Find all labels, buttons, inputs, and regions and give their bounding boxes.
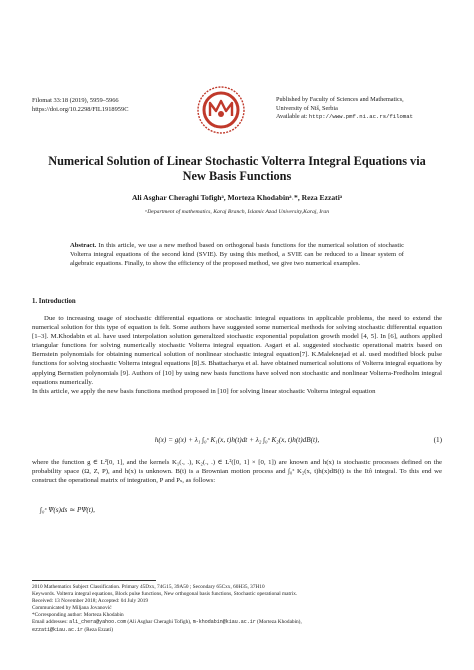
- footnotes: [32, 584, 452, 634]
- paragraph-3: where the function g ∈ L²[0, 1], and the kernels K₁(., .), K₂(., .) ∈ L²([0, 1] × [0, 1]) are known and h(x) is stochastic processes defined on the probability space (Ω, Z, P), and h(x) is unknown. B(t) is a Brownian motion process and ∫₀ˣ K₂(x, t)h(x)dB(t) is the Itô integral. To this end we construct the operational matrix of integration, P and Pₛ, as follows:: [32, 459, 442, 485]
- title-line-1: Numerical Solution of Linear Stochastic Volterra Integral Equations via: [48, 154, 426, 168]
- journal-header: [32, 96, 128, 114]
- email-name-1: (Ali Asghar Cheraghi Tofigh),: [126, 619, 193, 626]
- publisher-line-2: University of Niš, Serbia: [276, 104, 338, 112]
- email-link-3[interactable]: ezzati@kiau.ac.ir: [32, 626, 84, 633]
- journal-url-link[interactable]: http://www.pmf.ni.ac.rs/filomat: [308, 113, 413, 121]
- paragraph-2: In this article, we apply the new basis functions method proposed in [10] for solving linear stochastic Volterra integral equation: [32, 387, 376, 395]
- abstract-text: In this article, we use a new method based on orthogonal basis functions for the numerical solution of stochastic Volterra integral equations of the second kind (SVIE). By using this method, a SVIE can be reduced to a linear system of algebraic equations. Finally, to show the efficiency of the proposed method, we give two numerical examples.: [70, 242, 404, 268]
- paper-title: [30, 154, 444, 184]
- paragraph-3-block: [32, 458, 442, 485]
- journal-citation: Filomat 33:18 (2019), 5959–5966: [32, 97, 119, 104]
- keywords: Keywords. Volterra integral equations, Block pulse functions, New orthogonal basis functions, Stochastic operational matrix.: [32, 591, 298, 598]
- section-heading: 1. Introduction: [32, 298, 76, 305]
- email-link-1[interactable]: ali_chera@yahoo.com: [69, 619, 127, 626]
- email-addresses: [32, 619, 452, 626]
- equation-2: [40, 505, 260, 514]
- email-link-2[interactable]: m-khodabin@kiau.ac.ir: [192, 619, 256, 626]
- email-name-2: (Morteza Khodabin),: [255, 619, 302, 626]
- equation-1-number: (1): [433, 436, 442, 444]
- abstract-label: Abstract.: [70, 242, 97, 249]
- email-label: Email addresses:: [32, 619, 70, 626]
- msc-classification: 2010 Mathematics Subject Classification. Primary 45Dxx, 74G15, 39A50 ; Secondary 65Cxx, 60H35, 37H10: [32, 584, 265, 590]
- corresponding-author: *Corresponding author: Morteza Khodabin: [32, 612, 124, 619]
- title-line-2: New Basis Functions: [182, 169, 292, 183]
- abstract: [70, 241, 404, 268]
- equation-2-body: ∫₀ˣ Ψ(s)ds ≃ PΨ(t),: [40, 506, 95, 514]
- introduction-body: [32, 314, 442, 396]
- available-prefix: Available at:: [276, 113, 309, 121]
- received-date: Received: 13 November 2018; Accepted: 04 July 2019: [32, 598, 149, 605]
- publisher-info: [276, 96, 413, 122]
- paragraph-1: Due to increasing usage of stochastic differential equations or stochastic integral equations in applicable problems, the need to extend the numerical solution for this type of equation is felt. Some authors have suggested some numerical methods for solving stochastic differential equation [1–3]. M.Khodabin et al. have used interpolation solution generalized stochastic exponential population growth model [4, 5]. In [6], authors applied triangular functions for solving numerically stochastic Volterra integral equation. Asgari et al. suggested stochastic operational matrix based on Bernstein polynomials for obtaining numerical solution of nonlinear stochastic integral equation[7]. K.Maleknejad et al. used modified block pulse functions for solving stochastic Volterra integral equations [8].S. Bhattacharya et al. have obtained numerical solutions of Volterra integral equations by applying Bernstien polynomials [9]. Authors of [10] by using new basis functions have solved non stochastic and nonlinear Volterra-Fredholm integral equations numerically.: [32, 315, 442, 386]
- communicated-by: Communicated by Miljana Jovanović: [32, 605, 112, 612]
- email-name-3: (Reza Ezzati): [83, 626, 114, 633]
- author-list: Ali Asghar Cheraghi Tofighᵃ, Morteza Khodabinᵃ˒*, Reza Ezzatiᵃ: [131, 193, 343, 202]
- doi-link[interactable]: https://doi.org/10.2298/FIL1918959C: [32, 106, 129, 113]
- affiliation: ᵃDepartment of mathematics, Karaj Branch, Islamic Azad University,Karaj, Iran: [144, 209, 330, 215]
- equation-1-body: h(x) = g(x) + λ₁ ∫₀ˣ K₁(x, t)h(t)dt + λ₂ ∫₀ˣ K₂(x, t)h(t)dB(t),: [154, 436, 320, 444]
- footnote-rule: [32, 580, 156, 581]
- available-at: [276, 113, 413, 122]
- publisher-line-1: Published by Faculty of Sciences and Mathematics,: [276, 96, 404, 103]
- equation-1: [32, 436, 442, 444]
- email-addresses-cont: [32, 627, 452, 634]
- filomat-logo-icon: [196, 85, 246, 135]
